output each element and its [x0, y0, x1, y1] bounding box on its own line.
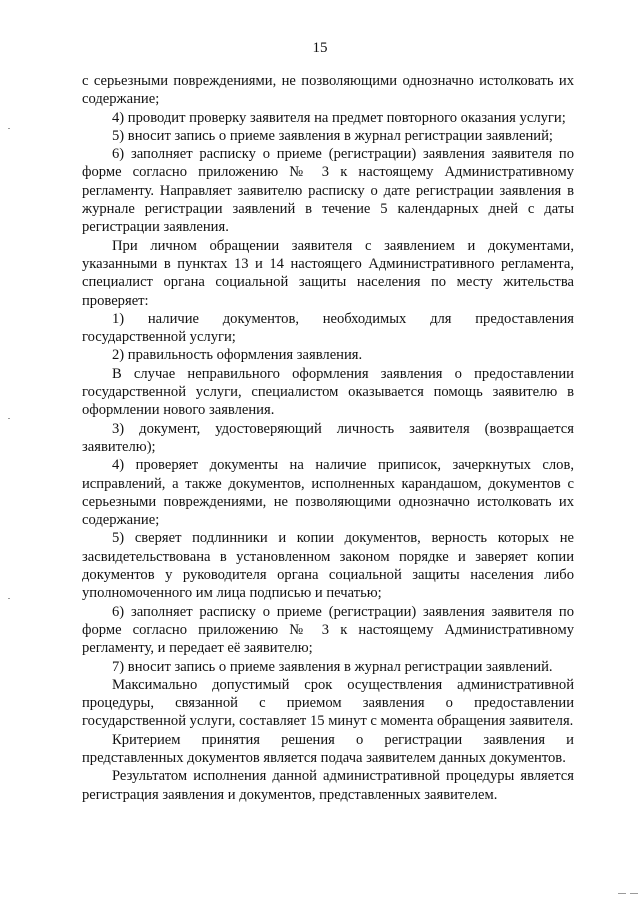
scan-speck: [8, 128, 10, 129]
paragraph: 5) сверяет подлинники и копии документов, верность которых не засвидетельствована в установленном законом порядке и заверяет копии документов у руководителя органа социальной защиты населения либо уполномоченного им лица подписью и печатью;: [82, 530, 574, 602]
paragraph: 7) вносит запись о приеме заявления в журнал регистрации заявлений.: [112, 658, 553, 675]
paragraph: Максимально допустимый срок осуществления административной процедуры, связанной с приемом заявления о предоставлении государственной услуги, составляет 15 минут с момента обращения заявителя.: [82, 676, 574, 730]
paragraph: с серьезными повреждениями, не позволяющими однозначно истолковать их содержание;: [82, 73, 574, 108]
paragraph: В случае неправильного оформления заявления о предоставлении государственной услуги, специалистом оказывается помощь заявителю в оформлении нового заявления.: [82, 365, 574, 419]
paragraph: 4) проводит проверку заявителя на предмет повторного оказания услуги;: [112, 109, 566, 126]
scan-speck: [618, 893, 626, 894]
paragraph: 4) проверяет документы на наличие приписок, зачеркнутых слов, исправлений, а также документов, исполненных карандашом, документов с серьезными повреждениями, не позволяющими однозначно истолковать их содержание;: [82, 457, 574, 529]
paragraph: Критерием принятия решения о регистрации заявления и представленных документов является подача заявителем данных документов.: [82, 731, 574, 766]
paragraph: 5) вносит запись о приеме заявления в журнал регистрации заявлений;: [112, 127, 553, 144]
scan-speck: [630, 893, 638, 894]
scan-speck: [8, 598, 10, 599]
paragraph: 1) наличие документов, необходимых для предоставления государственной услуги;: [82, 310, 574, 346]
paragraph: Результатом исполнения данной административной процедуры является регистрация заявления и документов, представленных заявителем.: [82, 768, 574, 803]
document-body: [82, 72, 574, 804]
paragraph: 6) заполняет расписку о приеме (регистрации) заявления заявителя по форме согласно приложению № 3 к настоящему Административному регламенту, и передает её заявителю;: [82, 603, 574, 657]
paragraph: 3) документ, удостоверяющий личность заявителя (возвращается заявителю);: [82, 420, 574, 455]
paragraph: 2) правильность оформления заявления.: [112, 347, 363, 364]
paragraph: 6) заполняет расписку о приеме (регистрации) заявления заявителя по форме согласно приложению № 3 к настоящему Административному регламенту. Направляет заявителю расписку о дате регистрации заявления в журнале регистрации заявлений в течение 5 календарных дней с даты регистрации заявления.: [82, 146, 574, 236]
paragraph: При личном обращении заявителя с заявлением и документами, указанными в пунктах 13 и 14 настоящего Административного регламента, специалист органа социальной защиты населения по месту жительства проверяет:: [82, 237, 574, 309]
scan-speck: [8, 418, 10, 419]
page-number: 15: [312, 40, 328, 56]
